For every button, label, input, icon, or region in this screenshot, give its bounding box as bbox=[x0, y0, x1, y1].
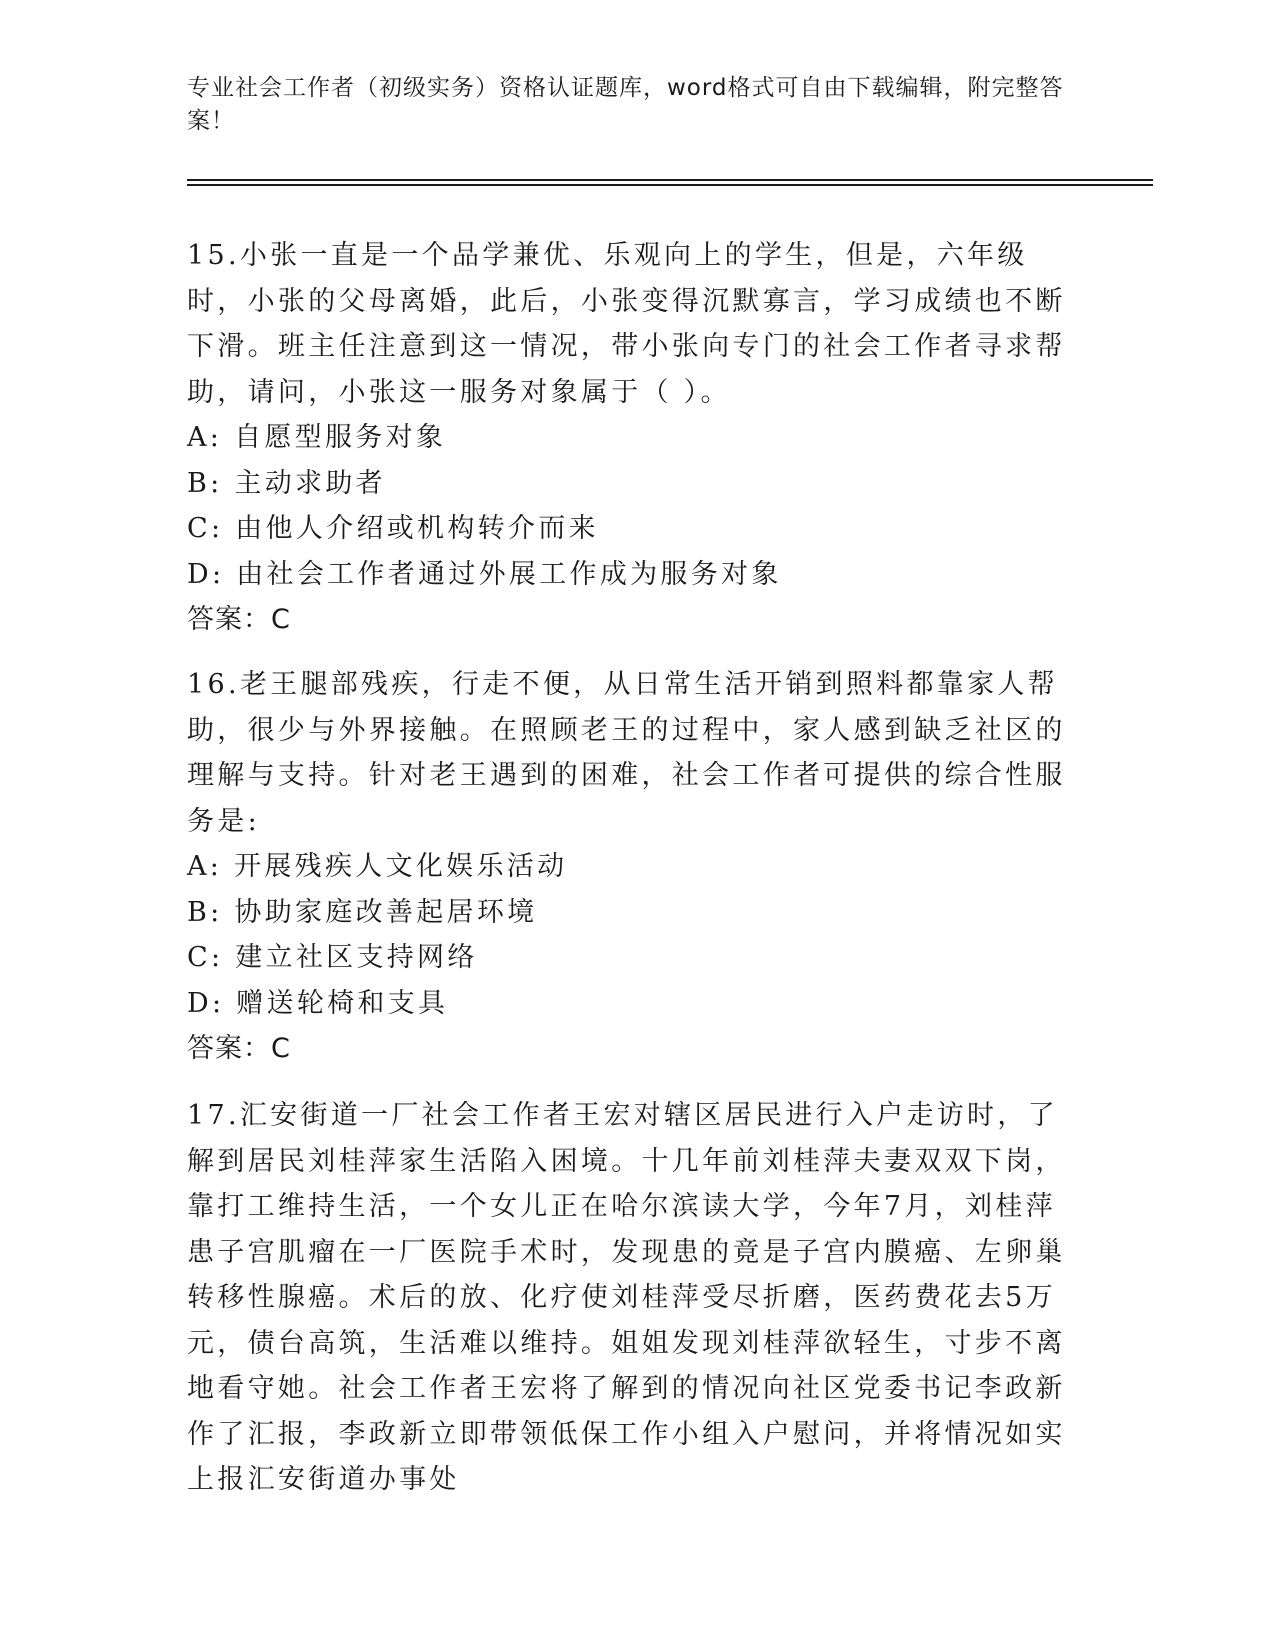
question-17 bbox=[187, 1093, 1067, 1503]
page-header bbox=[187, 72, 1067, 138]
question-stem: 17.汇安街道一厂社会工作者王宏对辖区居民进行入户走访时，了解到居民刘桂萍家生活陷入困境。十几年前刘桂萍夫妻双双下岗，靠打工维持生活，一个女儿正在哈尔滨读大学，今年7月，刘桂萍患子宫肌瘤在一厂医院手术时，发现患的竟是子宫内膜癌、左卵巢转移性腺癌。术后的放、化疗使刘桂萍受尽折磨，医药费花去5万元，债台高筑，生活难以维持。姐姐发现刘桂萍欲轻生，寸步不离地看守她。社会工作者王宏将了解到的情况向社区党委书记李政新作了汇报，李政新立即带领低保工作小组入户慰问，并将情况如实上报汇安街道办事处 bbox=[187, 1100, 1066, 1495]
option-d: D: 由社会工作者通过外展工作成为服务对象 bbox=[187, 558, 782, 590]
option-b: B: 协助家庭改善起居环境 bbox=[187, 896, 538, 928]
question-15 bbox=[187, 233, 1067, 643]
question-16 bbox=[187, 662, 1067, 1072]
question-stem: 16.老王腿部残疾，行走不便，从日常生活开销到照料都靠家人帮助，很少与外界接触。在照顾老王的过程中，家人感到缺乏社区的理解与支持。针对老王遇到的困难，社会工作者可提供的综合性服务是: bbox=[187, 669, 1066, 837]
question-stem: 15.小张一直是一个品学兼优、乐观向上的学生，但是，六年级时，小张的父母离婚，此后，小张变得沉默寡言，学习成绩也不断下滑。班主任注意到这一情况，带小张向专门的社会工作者寻求帮助，请问，小张这一服务对象属于（ ）。 bbox=[187, 240, 1066, 408]
option-a: A: 自愿型服务对象 bbox=[187, 422, 447, 453]
option-d: D: 赠送轮椅和支具 bbox=[187, 987, 449, 1019]
option-b: B: 主动求助者 bbox=[187, 467, 386, 499]
answer: 答案：C bbox=[187, 1033, 291, 1064]
header-divider-bottom bbox=[187, 184, 1153, 186]
option-a: A: 开展残疾人文化娱乐活动 bbox=[187, 851, 568, 882]
answer: 答案：C bbox=[187, 604, 291, 635]
header-text: 专业社会工作者（初级实务）资格认证题库，word格式可自由下载编辑，附完整答案！ bbox=[187, 75, 1064, 134]
option-c: C: 建立社区支持网络 bbox=[187, 942, 478, 973]
header-divider-top bbox=[187, 179, 1153, 181]
option-c: C: 由他人介绍或机构转介而来 bbox=[187, 513, 599, 544]
